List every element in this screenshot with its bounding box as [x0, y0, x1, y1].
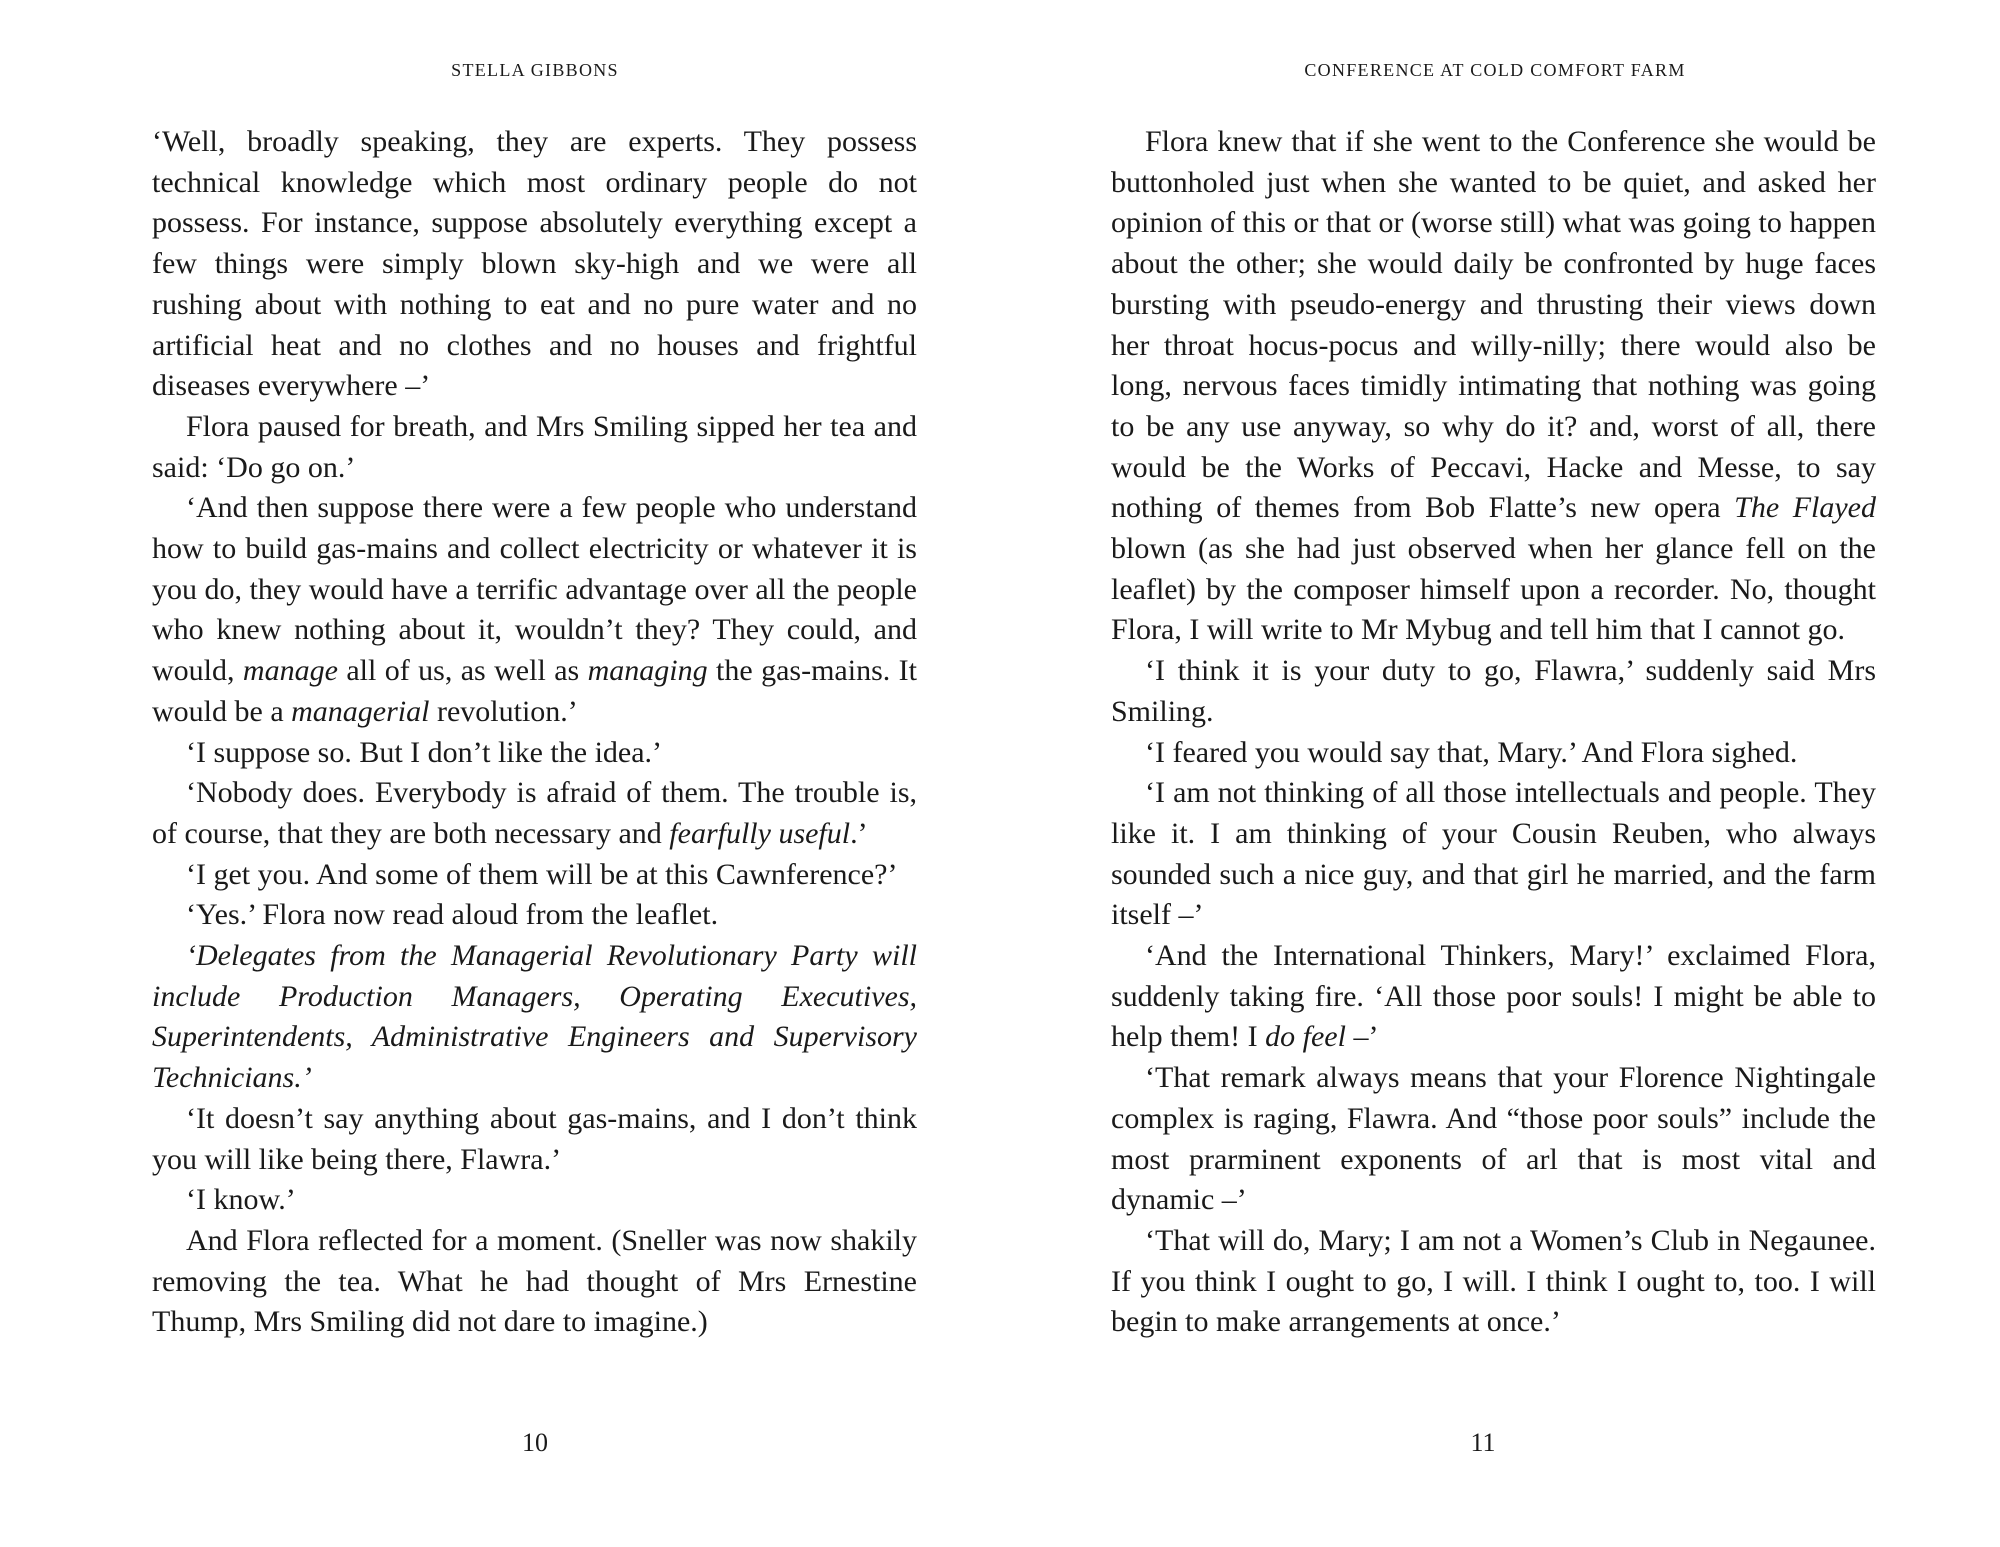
text-run: ‘And the International Thinkers, Mary!’ exclaimed Flora, suddenly taking fire. ‘All those poor souls! I might be able to help them! I: [1111, 939, 1876, 1054]
italic-text: The Flayed: [1734, 491, 1876, 525]
paragraph: ‘That will do, Mary; I am not a Women’s Club in Negaunee. If you think I ought to go, I will. I think I ought to, too. I will begin to make arrangements at once.’: [1111, 1223, 1876, 1339]
paragraph: [152, 488, 917, 732]
quoted-leaflet: ‘Delegates from the Managerial Revolutionary Party will include Production Managers, Operating Executives, Superintendents, Administrative Engineers and Supervisory Technicians.’: [152, 939, 917, 1095]
text-run: Flora knew that if she went to the Conference she would be buttonholed just when she wanted to be quiet, and asked her opinion of this or that or (worse still) what was going to happen about the other; she would daily be confronted by huge faces bursting with pseudo-energy and thrusting their views down her throat hocus-pocus and willy-nilly; there would also be long, nervous faces timidly intimating that nothing was going to be any use anyway, so why do it? and, worst of all, there would be the Works of Peccavi, Hacke and Messe, to say nothing of themes from Bob Flatte’s new opera: [1111, 125, 1876, 525]
italic-text: manage: [242, 654, 338, 688]
running-head-author: STELLA GIBBONS: [451, 60, 619, 80]
text-run: all of us, as well as: [337, 654, 588, 688]
paragraph: ‘Yes.’ Flora now read aloud from the leaflet.: [186, 898, 719, 932]
text-run: ‘And then suppose there were a few people who understand how to build gas-mains and collect electricity or whatever it is you do, they would have a terrific advantage over all the people who knew nothing about it, wouldn’t they? They could, and would,: [152, 491, 917, 688]
paragraph: ‘I know.’: [186, 1183, 296, 1217]
paragraph: ‘I think it is your duty to go, Flawra,’ suddenly said Mrs Smiling.: [1111, 654, 1876, 728]
paragraph: [1111, 936, 1876, 1058]
text-run: –’: [1345, 1020, 1379, 1054]
right-page-body: [1111, 122, 1876, 1343]
text-run: the gas-mains. It would be a: [152, 654, 917, 728]
text-run: ‘Nobody does. Everybody is afraid of them. The trouble is, of course, that they are both necessary and: [152, 776, 917, 850]
italic-text: fearfully useful: [669, 816, 851, 850]
page-number: 10: [522, 1428, 548, 1457]
paragraph: ‘I suppose so. But I don’t like the idea.’: [186, 735, 663, 769]
page-number: 11: [1470, 1428, 1496, 1457]
paragraph: ‘I get you. And some of them will be at this Cawnference?’: [186, 857, 898, 891]
right-page: [1000, 0, 2000, 1547]
paragraph: [1111, 122, 1876, 651]
italic-text: do feel: [1265, 1020, 1346, 1054]
italic-text: managerial: [291, 694, 430, 728]
paragraph: ‘Well, broadly speaking, they are experts. They possess technical knowledge which most ordinary people do not possess. For instance, suppose absolutely everything except a few things were simply blown sky-high and we were all rushing about with nothing to eat and no pure water and no artificial heat and no clothes and no houses and frightful diseases everywhere –’: [152, 125, 917, 403]
paragraph: ‘I feared you would say that, Mary.’ And Flora sighed.: [1145, 735, 1798, 769]
paragraph: Flora paused for breath, and Mrs Smiling sipped her tea and said: ‘Do go on.’: [152, 409, 917, 484]
paragraph: [152, 773, 917, 854]
running-head-title: CONFERENCE AT COLD COMFORT FARM: [1304, 60, 1686, 80]
italic-text: managing: [587, 654, 708, 688]
paragraph: ‘I am not thinking of all those intellectuals and people. They like it. I am thinking of your Cousin Reuben, who always sounded such a nice guy, and that girl he married, and the farm itself –’: [1111, 776, 1876, 932]
text-run: .’: [850, 816, 868, 850]
left-page-body: [152, 122, 917, 1343]
paragraph: And Flora reflected for a moment. (Sneller was now shakily removing the tea. What he had thought of Mrs Ernestine Thump, Mrs Smiling did not dare to imagine.): [152, 1223, 917, 1339]
paragraph: ‘That remark always means that your Florence Nightingale complex is raging, Flawra. And “those poor souls” include the most prarminent exponents of arl that is most vital and dynamic –’: [1111, 1061, 1876, 1217]
text-run: revolution.’: [429, 694, 578, 728]
paragraph: ‘It doesn’t say anything about gas-mains, and I don’t think you will like being there, Flawra.’: [152, 1101, 917, 1176]
text-run: blown (as she had just observed when her glance fell on the leaflet) by the composer himself upon a recorder. No, thought Flora, I will write to Mr Mybug and tell him that I cannot go.: [1111, 532, 1876, 647]
